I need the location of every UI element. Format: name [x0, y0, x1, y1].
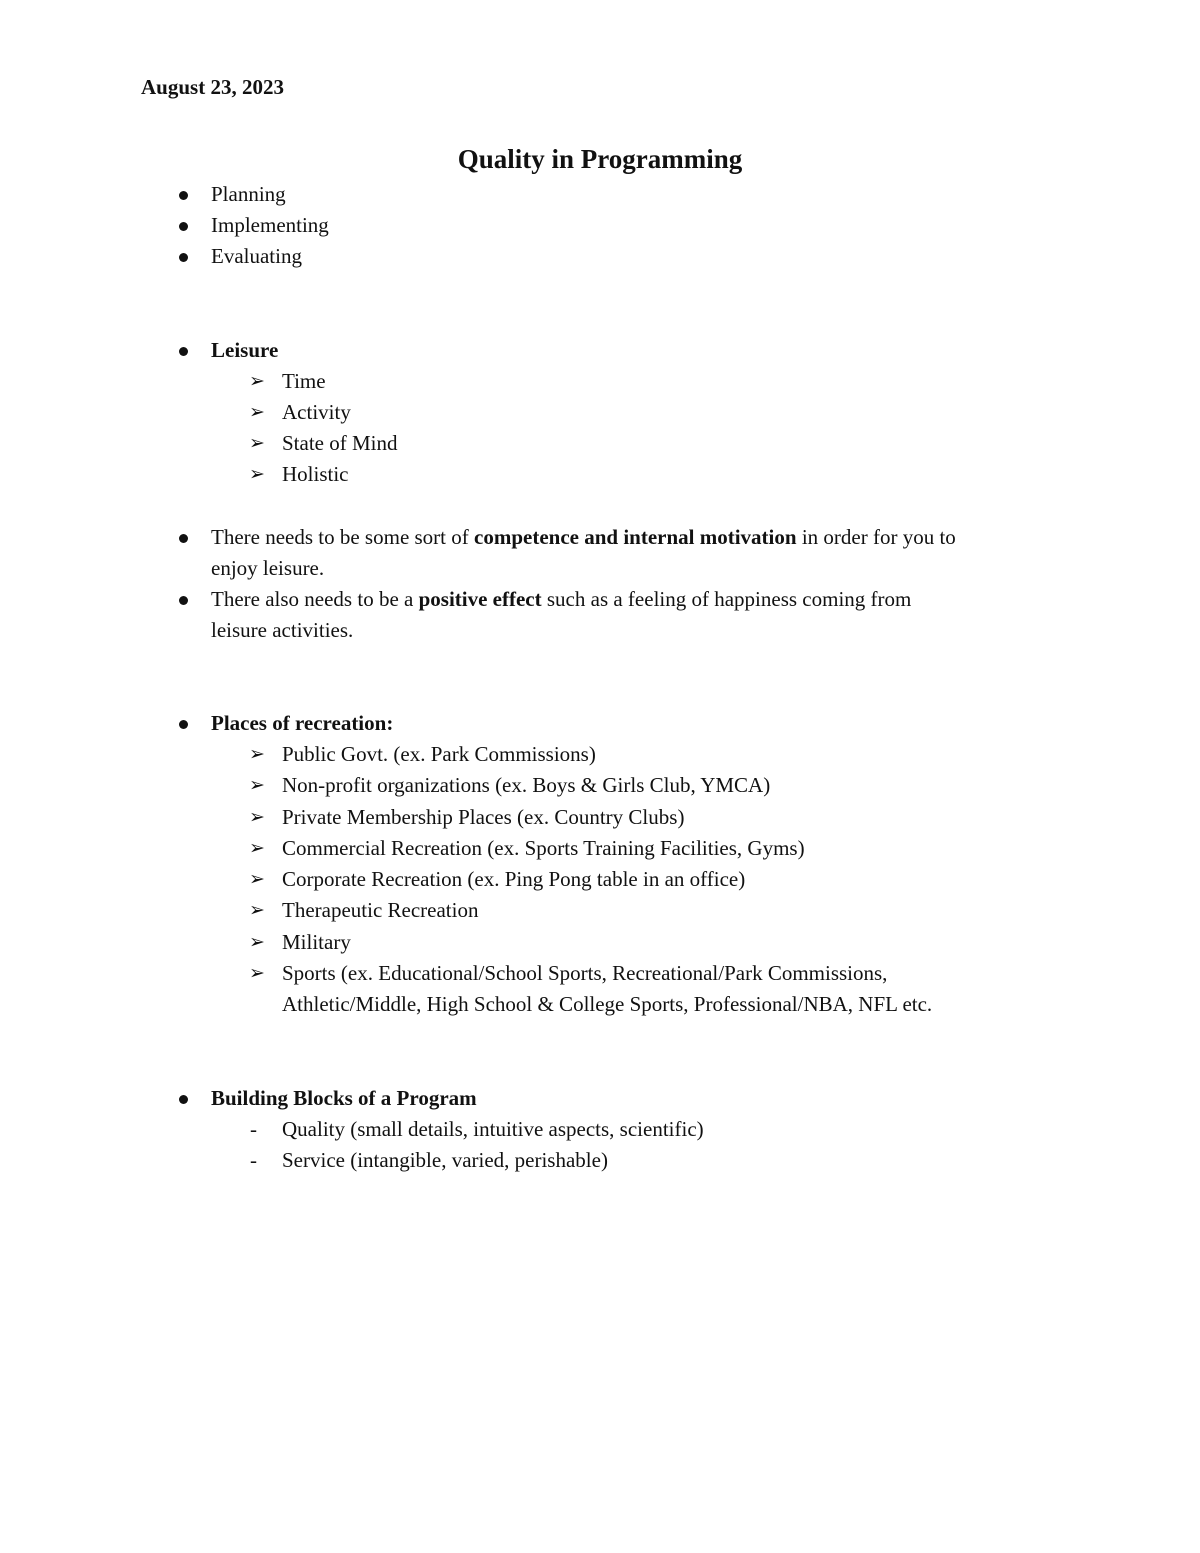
arrow-bullet-icon: ➢	[249, 807, 265, 828]
note-emphasis: positive effect	[418, 587, 542, 611]
leisure-item: State of Mind	[282, 431, 398, 455]
note-text: such as a feeling of happiness coming from	[546, 587, 912, 611]
places-item: Commercial Recreation (ex. Sports Training Facilities, Gyms)	[282, 836, 805, 860]
arrow-bullet-icon: ➢	[249, 464, 265, 485]
bullet-icon	[179, 253, 188, 262]
note-text: There needs to be some sort of	[211, 525, 469, 549]
places-item: Non-profit organizations (ex. Boys & Girls Club, YMCA)	[282, 773, 771, 797]
arrow-bullet-icon: ➢	[249, 869, 265, 890]
dash-bullet-icon: -	[250, 1148, 257, 1172]
list-item-evaluating: Evaluating	[211, 244, 302, 268]
list-item-implementing: Implementing	[211, 213, 329, 237]
places-item: Therapeutic Recreation	[282, 898, 479, 922]
dash-bullet-icon: -	[250, 1117, 257, 1141]
note-emphasis: competence and internal motivation	[474, 525, 797, 549]
places-item: Corporate Recreation (ex. Ping Pong table in an office)	[282, 867, 746, 891]
blocks-heading: Building Blocks of a Program	[211, 1086, 477, 1110]
bullet-icon	[179, 347, 188, 356]
note-text: in order for you to	[801, 525, 956, 549]
places-item: Military	[282, 930, 351, 954]
bullet-icon	[179, 222, 188, 231]
places-item-continued: Athletic/Middle, High School & College Sports, Professional/NBA, NFL etc.	[282, 992, 933, 1016]
arrow-bullet-icon: ➢	[249, 775, 265, 796]
places-item: Sports (ex. Educational/School Sports, Recreational/Park Commissions,	[282, 961, 888, 985]
document-date: August 23, 2023	[141, 75, 284, 99]
places-heading: Places of recreation:	[211, 711, 394, 735]
bullet-icon	[179, 534, 188, 543]
note-competence	[211, 522, 956, 553]
page-title: Quality in Programming	[457, 144, 743, 174]
places-item: Private Membership Places (ex. Country Clubs)	[282, 805, 685, 829]
arrow-bullet-icon: ➢	[249, 963, 265, 984]
arrow-bullet-icon: ➢	[249, 838, 265, 859]
arrow-bullet-icon: ➢	[249, 402, 265, 423]
blocks-item: Quality (small details, intuitive aspects, scientific)	[282, 1117, 704, 1141]
blocks-item: Service (intangible, varied, perishable)	[282, 1148, 608, 1172]
bullet-icon	[179, 720, 188, 729]
leisure-item: Activity	[282, 400, 351, 424]
arrow-bullet-icon: ➢	[249, 900, 265, 921]
arrow-bullet-icon: ➢	[249, 371, 265, 392]
note-text: There also needs to be a	[211, 587, 414, 611]
note-positive-effect	[211, 584, 911, 615]
note-competence-continued: enjoy leisure.	[211, 556, 325, 580]
leisure-item: Time	[282, 369, 326, 393]
leisure-item: Holistic	[282, 462, 349, 486]
arrow-bullet-icon: ➢	[249, 744, 265, 765]
list-item-planning: Planning	[211, 182, 286, 206]
note-positive-effect-continued: leisure activities.	[211, 618, 354, 642]
arrow-bullet-icon: ➢	[249, 433, 265, 454]
places-item: Public Govt. (ex. Park Commissions)	[282, 742, 596, 766]
arrow-bullet-icon: ➢	[249, 932, 265, 953]
bullet-icon	[179, 596, 188, 605]
bullet-icon	[179, 191, 188, 200]
leisure-heading: Leisure	[211, 338, 279, 362]
bullet-icon	[179, 1095, 188, 1104]
